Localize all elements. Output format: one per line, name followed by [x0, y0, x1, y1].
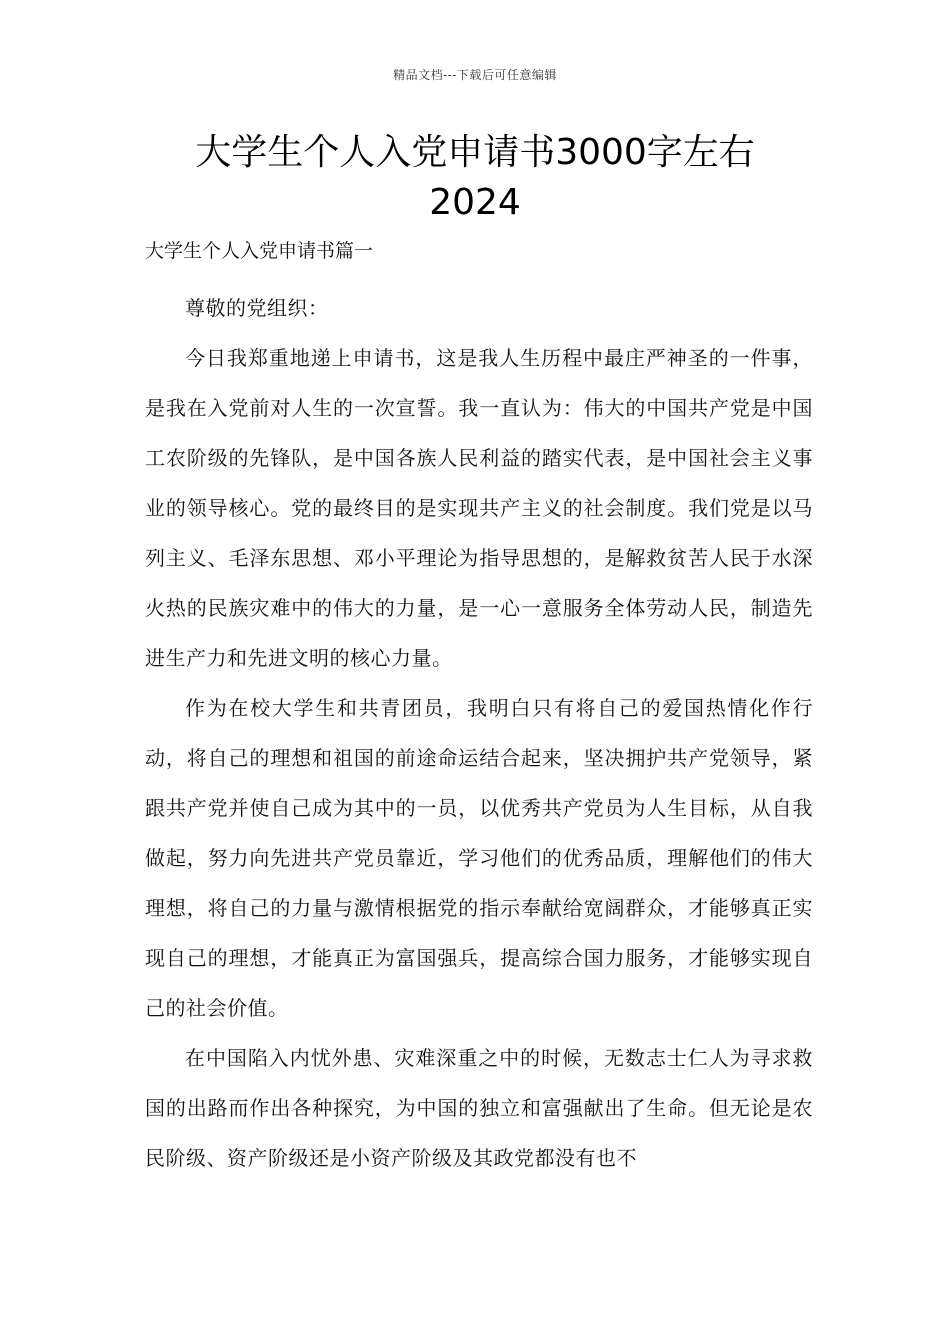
- title-line-1: 大学生个人入党申请书3000字左右: [195, 132, 755, 173]
- paragraph-1: 今日我郑重地递上申请书，这是我人生历程中最庄严神圣的一件事，是我在入党前对人生的一次宣誓。我一直认为：伟大的中国共产党是中国工农阶级的先锋队，是中国各族人民利益的踏实代表，是中国社会主义事业的领导核心。党的最终目的是实现共产主义的社会制度。我们党是以马列主义、毛泽东思想、邓小平理论为指导思想的，是解救贫苦人民于水深火热的民族灾难中的伟大的力量，是一心一意服务全体劳动人民，制造先进生产力和先进文明的核心力量。: [145, 346, 813, 670]
- paragraph-2: 作为在校大学生和共青团员，我明白只有将自己的爱国热情化作行动，将自己的理想和祖国的前途命运结合起来，坚决拥护共产党领导，紧跟共产党并使自己成为其中的一员，以优秀共产党员为人生目标，从自我做起，努力向先进共产党员靠近，学习他们的优秀品质，理解他们的伟大理想，将自己的力量与激情根据党的指示奉献给宽阔群众，才能够真正实现自己的理想，才能真正为富国强兵，提高综合国力服务，才能够实现自己的社会价值。: [145, 696, 813, 1020]
- document-title: [120, 128, 830, 228]
- paragraph-3: 在中国陷入内忧外患、灾难深重之中的时候，无数志士仁人为寻求救国的出路而作出各种探究，为中国的独立和富强献出了生命。但无论是农民阶级、资产阶级还是小资产阶级及其政党都没有也不: [145, 1046, 813, 1170]
- header-note: 精品文档---下载后可任意编辑: [393, 68, 557, 82]
- title-line-2: 2024: [429, 182, 521, 223]
- salutation: 尊敬的党组织：: [185, 296, 329, 320]
- section-heading: 大学生个人入党申请书篇一: [145, 240, 374, 262]
- document-body: [145, 283, 813, 1183]
